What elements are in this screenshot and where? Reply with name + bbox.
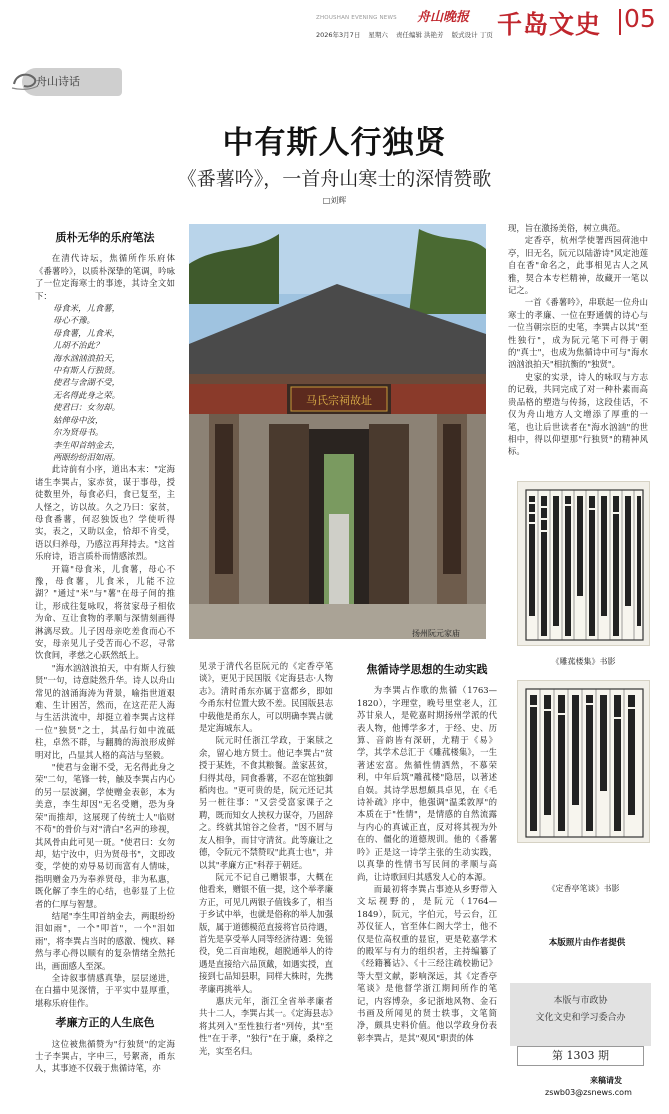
column-tag: 舟山诗话 — [36, 75, 80, 88]
paragraph: 全诗叙事情感真挚，层层递进，在白描中见深情，于平实中显厚重，堪称乐府佳作。 — [35, 972, 175, 1008]
sponsor-line-2: 文化文史和学习委合办 — [535, 1013, 626, 1023]
section-heading-1: 质朴无华的乐府笔法 — [55, 231, 155, 244]
headline: 中有斯人行独贤 — [222, 125, 447, 161]
paragraph: "海水汹汹浪拍天，中有斯人行独贤"一句，诗意陡然升华。诗人以舟山常见的汹涌海涛为背景，喻指世道艰难、生计困苦，然而，在这茫茫人海与生活洪流中，却挺立着李巽占这样一位"独贤"之士，其品行如中流砥柱，卓然不群，与翻腾的海浪形成鲜明对比，凸显其人格的高洁与坚毅。 — [35, 662, 175, 760]
poem — [35, 302, 175, 463]
designer-credit: 版式设计 丁页 — [451, 31, 493, 39]
paragraph: 阮元不记自己赠银事，大概在他看来，赠银不值一提，这个举孝廉方正，可见几两银子值钱多了，相当于乡试中举，也就是俗称的举人加强版，属于道德模范直接将官员待遇，首先是享受举人同等经济待遇：免徭役，免二百亩地税，超脱通举人的待遇是直接给六品顶戴，如遇实授，直接到七品知县职，同样大株时，先携孝廉再挑举人。 — [199, 871, 333, 994]
poem-line: 海水汹汹浪拍天， — [53, 352, 120, 363]
sponsor-line-1: 本版与市政协 — [553, 996, 608, 1006]
paper-english-name: ZHOUSHAN EVENING NEWS — [316, 15, 397, 21]
paragraph: 为李巽占作歌的焦循（1763—1820），字理堂，晚号里堂老人，江苏甘泉人，是乾嘉时期扬州学派的代表人物，他博学多才，于经、史、历算、音韵皆有深研，尤精于《易》学，其学术总汇于《雕菰楼集》，一生著述宏富。焦循性情洒然，不慕荣利，中年后筑"雕菰楼"隐居，以著述自娱。其诗学思想颇具卓见，在《毛诗补疏》序中，他强调"温柔敦厚"的本质在于"性情"，是情感的自然流露与内心的真诚正直，反对将其视为外在的、僵化的道德规训。他的《番薯吟》正是这一诗学主张的生动实践，以真挚的性情书写民间的孝顺与高尚，让诗歌回归其感发人心的本源。 — [357, 685, 497, 882]
editor-credit: 责任编辑 洪艳芳 — [395, 31, 444, 39]
poem-line: 母食米，儿食薯， — [53, 303, 120, 314]
page-number: 05 — [624, 4, 656, 33]
paragraph: 现，旨在激扬美俗，树立典范。 — [508, 223, 626, 233]
paper-logo: 舟山晚报 — [417, 10, 470, 25]
paragraph: 而最初将李巽占事迹从乡野带入文坛视野的，是阮元（1764—1849），阮元，字伯元，号云台，江苏仪征人，官至体仁阁大学士，他不仅是位高权重的显宦，更是乾嘉学术的殿军与有力的组织者，主持编纂了《经籍籑诂》、《十三经注疏校勘记》等大型文献，影响深远，其《定香亭笔谈》是他督学浙江期间所作的笔记，内容博杂，多记浙地风物、金石书画及所闻见的贤士轶事，文笔简净，颇具史料价值。他以学政身份表彰李巽占，是其"观风"职责的体 — [357, 883, 497, 1043]
poem-line: 两眼纷纷泪如雨。 — [53, 451, 120, 462]
poem-line: 儿胡不治此？ — [53, 340, 104, 351]
byline: □刘辉 — [322, 196, 347, 205]
poem-line: 使君与舍湖不受， — [53, 377, 120, 388]
issue-number: 第 1303 期 — [517, 1046, 644, 1066]
divider — [619, 9, 621, 35]
poem-line: 尔为贤母书。 — [53, 427, 104, 438]
paragraph: 此诗前有小序，道出本末："定海诸生李巽占，家赤贫，谋于事母，授徒数里外，每食必归，食已复至，主人怪之，访以故。久之乃曰：家贫，母食番薯，何忍独饭也？学使听得实，表之，又助以金，恰却不肯受，语以归养母，乃感泣再拜持去。"这首乐府诗，语言质朴而情感浓烈。 — [35, 464, 175, 562]
paragraph: "使君与金谢不受，无名得此身之荣"二句，笔锋一转，触及李巽占内心的另一层波澜，学使赠金表彰，本为美意，李生却因"无名受赠，恐为身荣"而推却，这展现了传统士人"临财不苟"的骨价与对"清白"名声的珍视，其风骨由此可见一斑。"使君曰：女勿却，姑宁汝中，归为贤母书"，文即改变，学使的劝导易切而富有人情味，指明赠金乃为奉养贤母，非为私惠，既化解了李生的心结，也彰显了上位者的仁厚与智慧。 — [35, 762, 175, 909]
paragraph: 史家的实录，诗人的咏叹与方志的记载，共同完成了对一种朴素而高贵品格的塑造与传扬，这段佳话，不仅为舟山地方人文增添了厚重的一笔，也让后世读者在"海水汹汹"的世相中，得以仰望那"行独贤"的精神风标。 — [508, 371, 648, 457]
book-page-illustration — [518, 681, 650, 843]
poem-line: 中有斯人行独贤。 — [53, 365, 120, 376]
article-column-3 — [357, 664, 497, 1044]
section-title: 千岛文史 — [497, 10, 602, 39]
paragraph: 定香亭，杭州学使署西园荷池中亭，旧无名，阮元以陆游诗"风定池莲自在香"命名之，此事相见古人之风雅，契合本专栏精神，故藏开一笔以记之。 — [508, 235, 648, 296]
article-column-2 — [199, 660, 333, 1057]
section-heading-2: 孝廉方正的人生底色 — [55, 1016, 155, 1030]
book-caption-2: 《定香亭笔谈》书影 — [547, 884, 620, 893]
temple-photo — [189, 224, 486, 639]
issue-weekday: 星期六 — [368, 31, 388, 39]
paragraph: 惠庆元年，浙江全省举孝廉者共十二人，李巽占其一。《定海县志》将其列入"至性独行者"列传，其"至性"在于孝，"独行"在于廉，桑梓之光，实至名归。 — [199, 995, 333, 1056]
submission-label: 来稿请发 — [590, 1076, 622, 1085]
section-heading-3: 焦循诗学思想的生动实践 — [366, 663, 488, 676]
photo-credit: 本版照片由作者提供 — [548, 938, 626, 948]
paragraph: 一首《番薯吟》，串联起一位舟山寒士的孝廉、一位在野通儒的诗心与一位当朝宗臣的史笔，李巽占以其"至性独行"，成为阮元笔下可得于朝的"真士"，也成为焦循诗中可与"海水汹汹浪拍天"相抗衡的"独贤"。 — [508, 297, 648, 370]
issue-date: 2026年3月7日 — [316, 31, 361, 39]
poem-line: 母食薯，儿食米， — [53, 327, 120, 338]
poem-line: 姑俾母中汝， — [53, 414, 104, 425]
plaque-text: 马氏宗祠故址 — [306, 394, 372, 407]
submission-email[interactable]: zswb03@zsnews.com — [545, 1088, 632, 1097]
issue-info — [316, 30, 499, 39]
poem-line: 母心不豫。 — [53, 315, 95, 326]
book-image-dingxiangting — [517, 680, 650, 843]
article-column-4 — [508, 222, 648, 458]
poem-line: 无名得此身之荣。 — [53, 389, 120, 400]
poem-line: 使君曰：女勿却。 — [53, 402, 120, 413]
temple-gate-illustration — [189, 224, 486, 639]
book-page-illustration — [518, 482, 650, 646]
book-caption-1: 《雕菰楼集》书影 — [551, 657, 616, 666]
photo-caption: 扬州阮元家庙 — [412, 629, 460, 638]
paragraph: 这位被焦循赞为"行独贤"的定海士子李巽占，字申三，号絮斋，甬东人，其事迹不仅载于焦循诗笔，亦 — [35, 1038, 175, 1074]
masthead — [0, 0, 669, 42]
article-column-1 — [35, 232, 175, 1075]
sponsor-box — [510, 983, 651, 1046]
paragraph: 见录于清代名臣阮元的《定香亭笔谈》，更见于民国版《定海县志·人物志》。清时甬东亦属于富都乡，即如今甬东村位置大致不差。民国版县志中载他是甬东人，可以明确李巽占就是定海城东人。 — [199, 661, 333, 734]
subheadline: 《番薯吟》，一首舟山寒士的深情赞歌 — [177, 168, 492, 190]
book-image-diaogulouji — [517, 481, 650, 646]
paragraph: 开篇"母食米，儿食薯，母心不豫，母食薯，儿食米，儿能不泣湖？"通过"米"与"薯"在母子间的推让，形成往复咏叹，将贫家母子相依为命、互让食物的孝顺与深情刻画得淋漓尽致。儿子因母亲吃差食而心不安，母亲见儿子受苦而心不忍，寻常饮食间，孝慈之心跃然纸上。 — [35, 563, 175, 661]
paragraph: 阮元时任浙江学政，于案牍之余，留心地方贤士。他记李巽占"贫授于某姓，不食其粮餐。盖家甚贫，归得其母，同食番薯，不忍在馆独御稻肉也。"更可贵的是，阮元还记其另一桩往事："又尝受富家课子之聘，既而知女人挟权力谋夺，乃固辞之。终就其馆谷之俭者，"因不屑与友人相争，而甘守清贫。此等廉让之德，令阮元不禁赞叹"此真士也"，并以其"孝廉方正"科荐于朝廷。 — [199, 735, 333, 870]
paragraph: 结尾"李生叩首纳金去，两眼纷纷泪如雨"，一个"叩首"，一个"泪如雨"，将李巽占当时的感激、愧疚、释然与孝心得以顺有的复杂情绪全然托出，画面感人至深。 — [35, 910, 175, 971]
poem-line: 李生叩首纳金去， — [53, 439, 120, 450]
paragraph: 在清代诗坛，焦循所作乐府体《番薯吟》，以质朴深挚的笔调，吟咏了一位定海寒士的事迹，其诗全文如下： — [35, 253, 175, 301]
